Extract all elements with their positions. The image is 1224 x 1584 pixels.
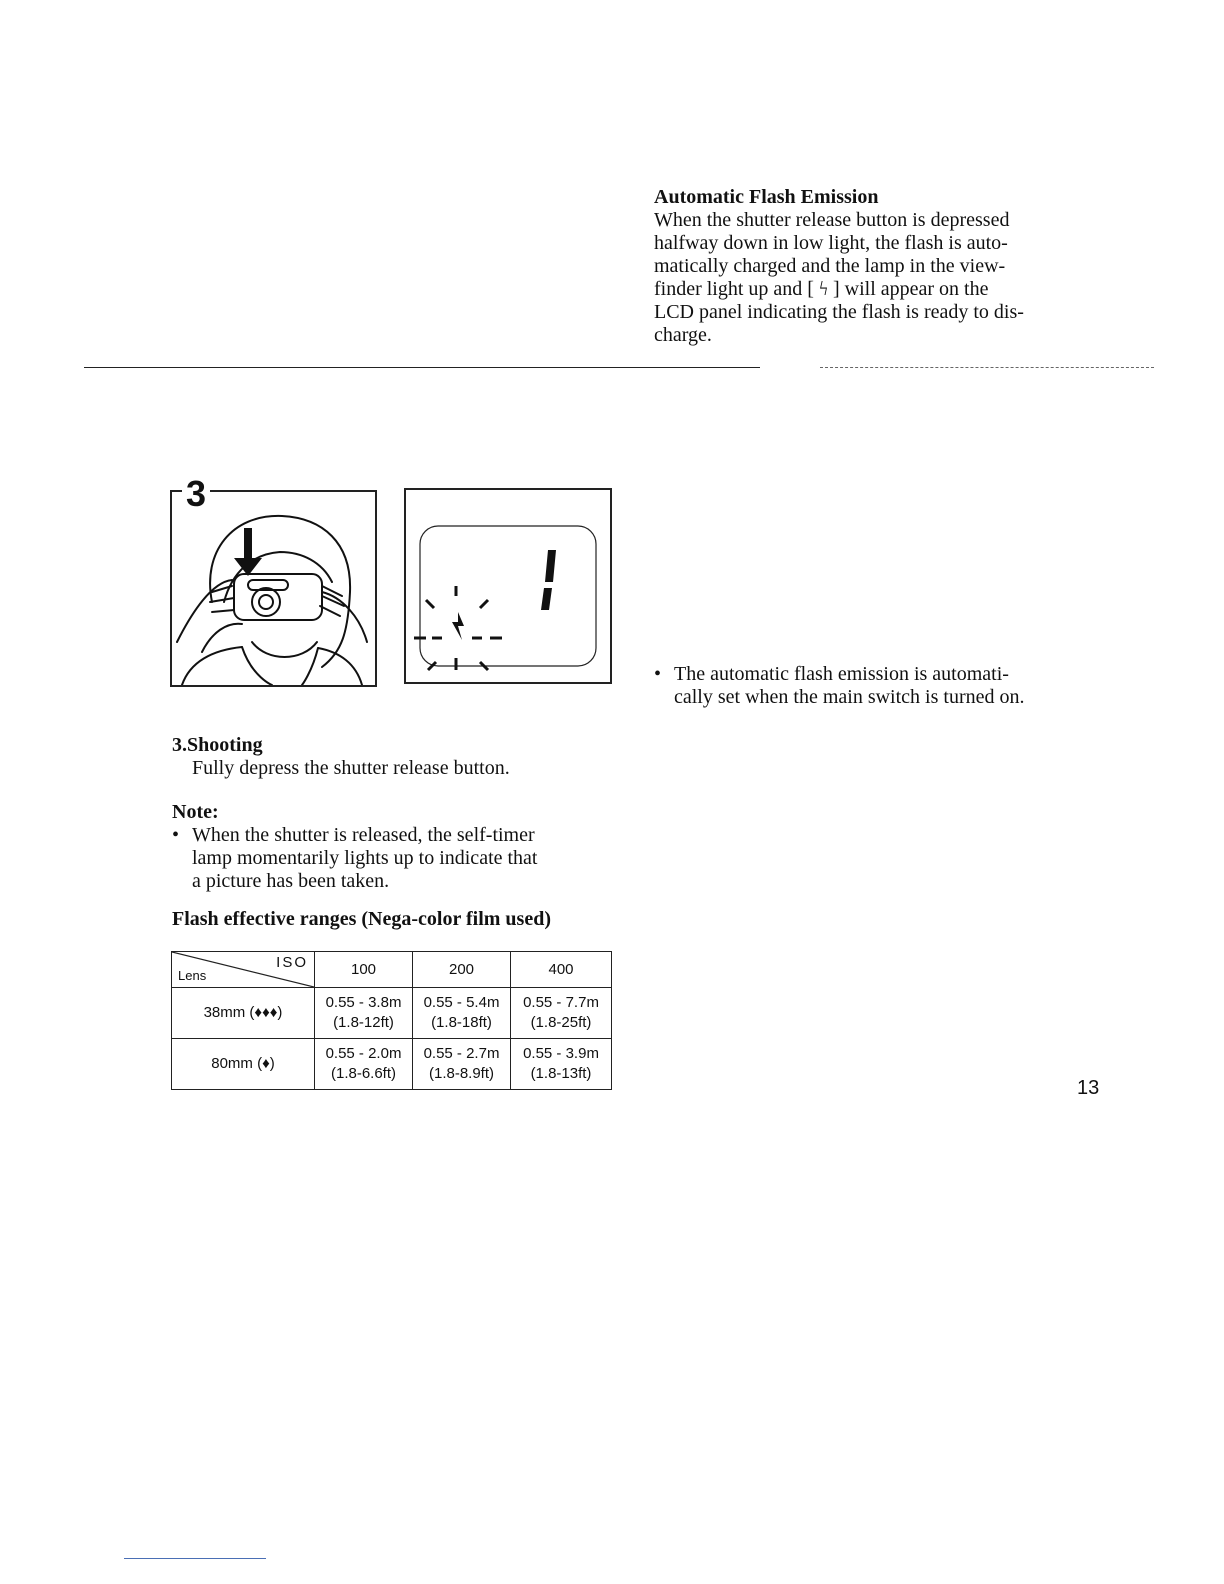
- table-cell: [315, 988, 413, 1039]
- para-line-3: matically charged and the lamp in the view-: [654, 255, 1006, 277]
- illustration-lcd-panel: [404, 488, 612, 684]
- lcd-flash-indicator: [406, 490, 610, 682]
- cell-metric: 0.55 - 7.7m: [523, 994, 599, 1011]
- column-header-iso-100: 100: [315, 952, 413, 988]
- cell-metric: 0.55 - 2.0m: [325, 1045, 402, 1062]
- cell-metric: 0.55 - 2.7m: [423, 1045, 500, 1062]
- photographer-illustration: [172, 492, 375, 685]
- bullet-line-2: cally set when the main switch is turned on.: [674, 686, 1025, 708]
- table-cell: [315, 1039, 413, 1090]
- cell-feet: (1.8-8.9ft): [428, 1065, 495, 1082]
- para-line-1: When the shutter release button is depressed: [654, 209, 1010, 231]
- table-title: Flash effective ranges (Nega-color film used): [172, 908, 551, 930]
- table-row: [172, 988, 612, 1039]
- para-line-2: halfway down in low light, the flash is auto-: [654, 232, 1008, 254]
- table-cell: [413, 988, 511, 1039]
- para-line-5: LCD panel indicating the flash is ready to dis-: [654, 301, 1024, 323]
- top-rule-right: [820, 367, 1154, 368]
- auto-flash-bullet: [654, 663, 1099, 709]
- note-line-3: a picture has been taken.: [192, 870, 390, 892]
- bullet-line-1: • The automatic flash emission is automati-: [654, 663, 1099, 686]
- para-line-6: charge.: [654, 324, 712, 346]
- section-heading-shooting: 3.Shooting: [172, 734, 263, 756]
- table-row: [172, 1039, 612, 1090]
- row-label-38mm: 38mm (♦♦♦): [172, 988, 315, 1039]
- corner-iso-label: ISO: [276, 954, 308, 971]
- table-cell: [511, 1039, 612, 1090]
- step-instruction: Fully depress the shutter release button.: [192, 757, 510, 779]
- cell-feet: (1.8-12ft): [333, 1014, 394, 1031]
- note-line-1: • When the shutter is released, the self-timer: [172, 824, 622, 847]
- note-body: [172, 824, 622, 893]
- section-heading-auto-flash: Automatic Flash Emission: [654, 186, 879, 208]
- illustration-shooting: [170, 473, 377, 687]
- bottom-mark: [124, 1558, 266, 1559]
- cell-metric: 0.55 - 3.9m: [523, 1045, 599, 1062]
- corner-lens-label: Lens: [178, 968, 207, 983]
- page-number: 13: [1077, 1077, 1100, 1099]
- cell-metric: 0.55 - 5.4m: [423, 994, 500, 1011]
- auto-flash-paragraph: [654, 209, 1099, 347]
- figure-number: 3: [182, 476, 210, 512]
- row-label-80mm: 80mm (♦): [172, 1039, 315, 1090]
- column-header-iso-400: 400: [511, 952, 612, 988]
- table-header-row: [172, 952, 612, 988]
- note-line-2: lamp momentarily lights up to indicate that: [192, 847, 538, 869]
- table-corner-cell: [172, 952, 315, 988]
- cell-feet: (1.8-13ft): [530, 1065, 592, 1082]
- cell-feet: (1.8-25ft): [530, 1014, 592, 1031]
- note-heading: Note:: [172, 801, 219, 823]
- column-header-iso-200: 200: [413, 952, 511, 988]
- cell-metric: 0.55 - 3.8m: [325, 994, 402, 1011]
- cell-feet: (1.8-6.6ft): [330, 1065, 397, 1082]
- table-cell: [511, 988, 612, 1039]
- table-cell: [413, 1039, 511, 1090]
- flash-range-table: [171, 951, 612, 1090]
- cell-feet: (1.8-18ft): [431, 1014, 492, 1031]
- top-rule-left: [84, 367, 760, 368]
- para-line-4: finder light up and [ ϟ ] will appear on the: [654, 278, 989, 300]
